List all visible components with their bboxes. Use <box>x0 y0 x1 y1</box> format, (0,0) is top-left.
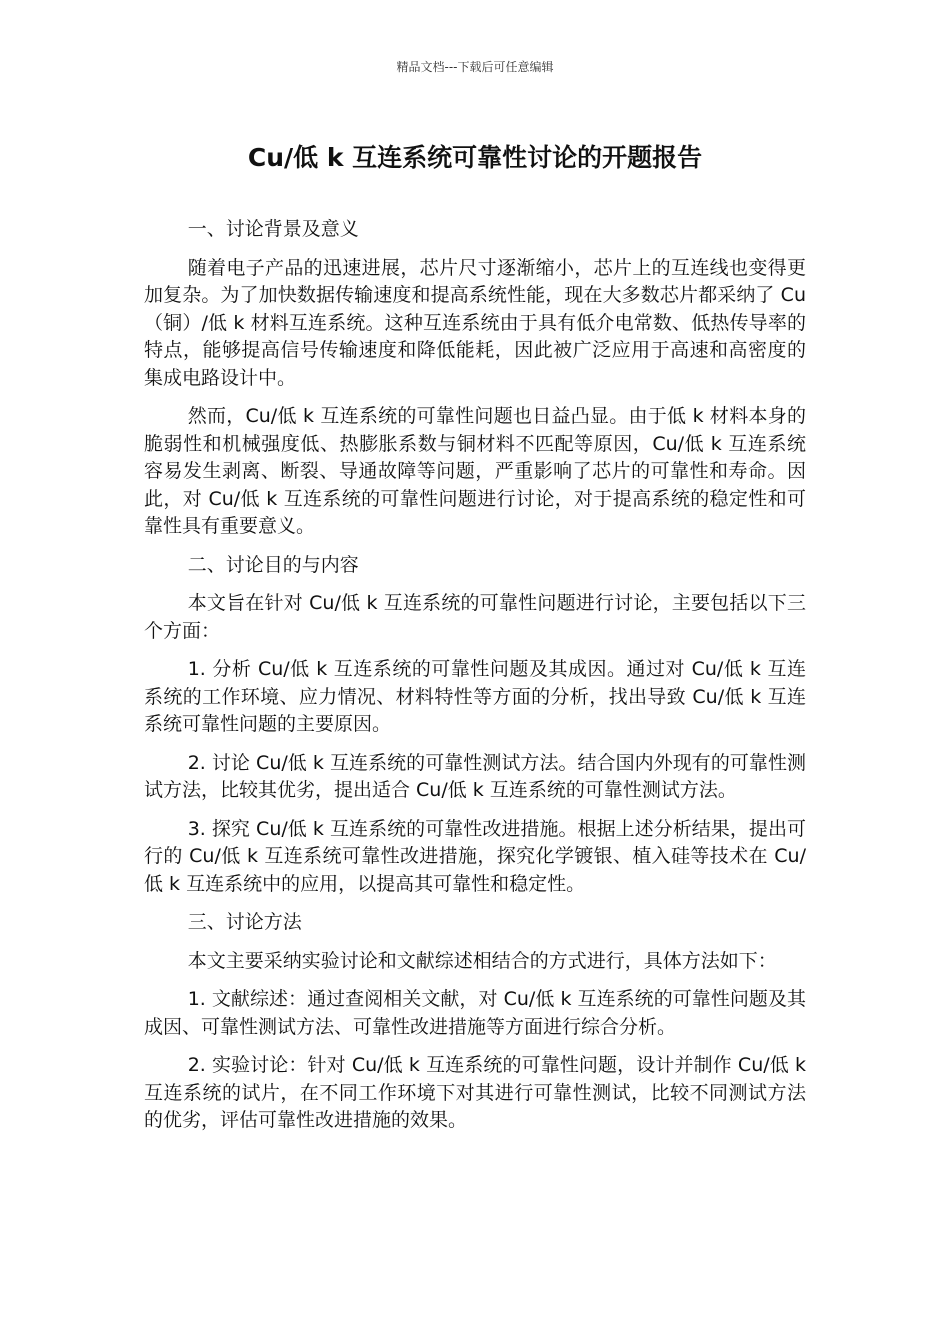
section-heading-method: 三、讨论方法 <box>187 911 302 933</box>
section-heading-purpose: 二、讨论目的与内容 <box>187 553 359 576</box>
paragraph-background-1: 随着电子产品的迅速进展，芯片尺寸逐渐缩小，芯片上的互连线也变得更加复杂。为了加快数据传输速度和提高系统性能，现在大多数芯片都采纳了 Cu（铜）/低 k 材料互连系统。这种互连系统由于具有低介电常数、低热传导率的特点，能够提高信号传输速度和降低能耗，因此被广泛应用于高速和高密度的集成电路设计中。 <box>144 256 806 389</box>
document-body <box>144 216 806 1146</box>
list-item-purpose-2: 2. 讨论 Cu/低 k 互连系统的可靠性测试方法。结合国内外现有的可靠性测试方法，比较其优劣，提出适合 Cu/低 k 互连系统的可靠性测试方法。 <box>144 751 806 801</box>
paragraph-purpose-intro: 本文旨在针对 Cu/低 k 互连系统的可靠性问题进行讨论，主要包括以下三个方面： <box>144 592 806 642</box>
list-item-purpose-3: 3. 探究 Cu/低 k 互连系统的可靠性改进措施。根据上述分析结果，提出可行的 Cu/低 k 互连系统可靠性改进措施，探究化学镀银、植入硅等技术在 Cu/低 k 互连系统中的应用，以提高其可靠性和稳定性。 <box>144 817 806 895</box>
header-note: 精品文档---下载后可任意编辑 <box>396 60 554 74</box>
paragraph-method-intro: 本文主要采纳实验讨论和文献综述相结合的方式进行，具体方法如下： <box>187 949 777 972</box>
document-title: Cu/低 k 互连系统可靠性讨论的开题报告 <box>247 143 703 172</box>
list-item-purpose-1: 1. 分析 Cu/低 k 互连系统的可靠性问题及其成因。通过对 Cu/低 k 互连系统的工作环境、应力情况、材料特性等方面的分析，找出导致 Cu/低 k 互连系统可靠性问题的主要原因。 <box>144 658 806 735</box>
paragraph-background-2: 然而，Cu/低 k 互连系统的可靠性问题也日益凸显。由于低 k 材料本身的脆弱性和机械强度低、热膨胀系数与铜材料不匹配等原因，Cu/低 k 互连系统容易发生剥离、断裂、导通故障等问题，严重影响了芯片的可靠性和寿命。因此，对 Cu/低 k 互连系统的可靠性问题进行讨论，对于提高系统的稳定性和可靠性具有重要意义。 <box>144 405 806 537</box>
list-item-method-1: 1. 文献综述：通过查阅相关文献，对 Cu/低 k 互连系统的可靠性问题及其成因、可靠性测试方法、可靠性改进措施等方面进行综合分析。 <box>144 988 806 1038</box>
section-heading-background: 一、讨论背景及意义 <box>187 218 359 240</box>
list-item-method-2: 2. 实验讨论：针对 Cu/低 k 互连系统的可靠性问题，设计并制作 Cu/低 k 互连系统的试片，在不同工作环境下对其进行可靠性测试，比较不同测试方法的优劣，评估可靠性改进措施的效果。 <box>144 1054 806 1131</box>
